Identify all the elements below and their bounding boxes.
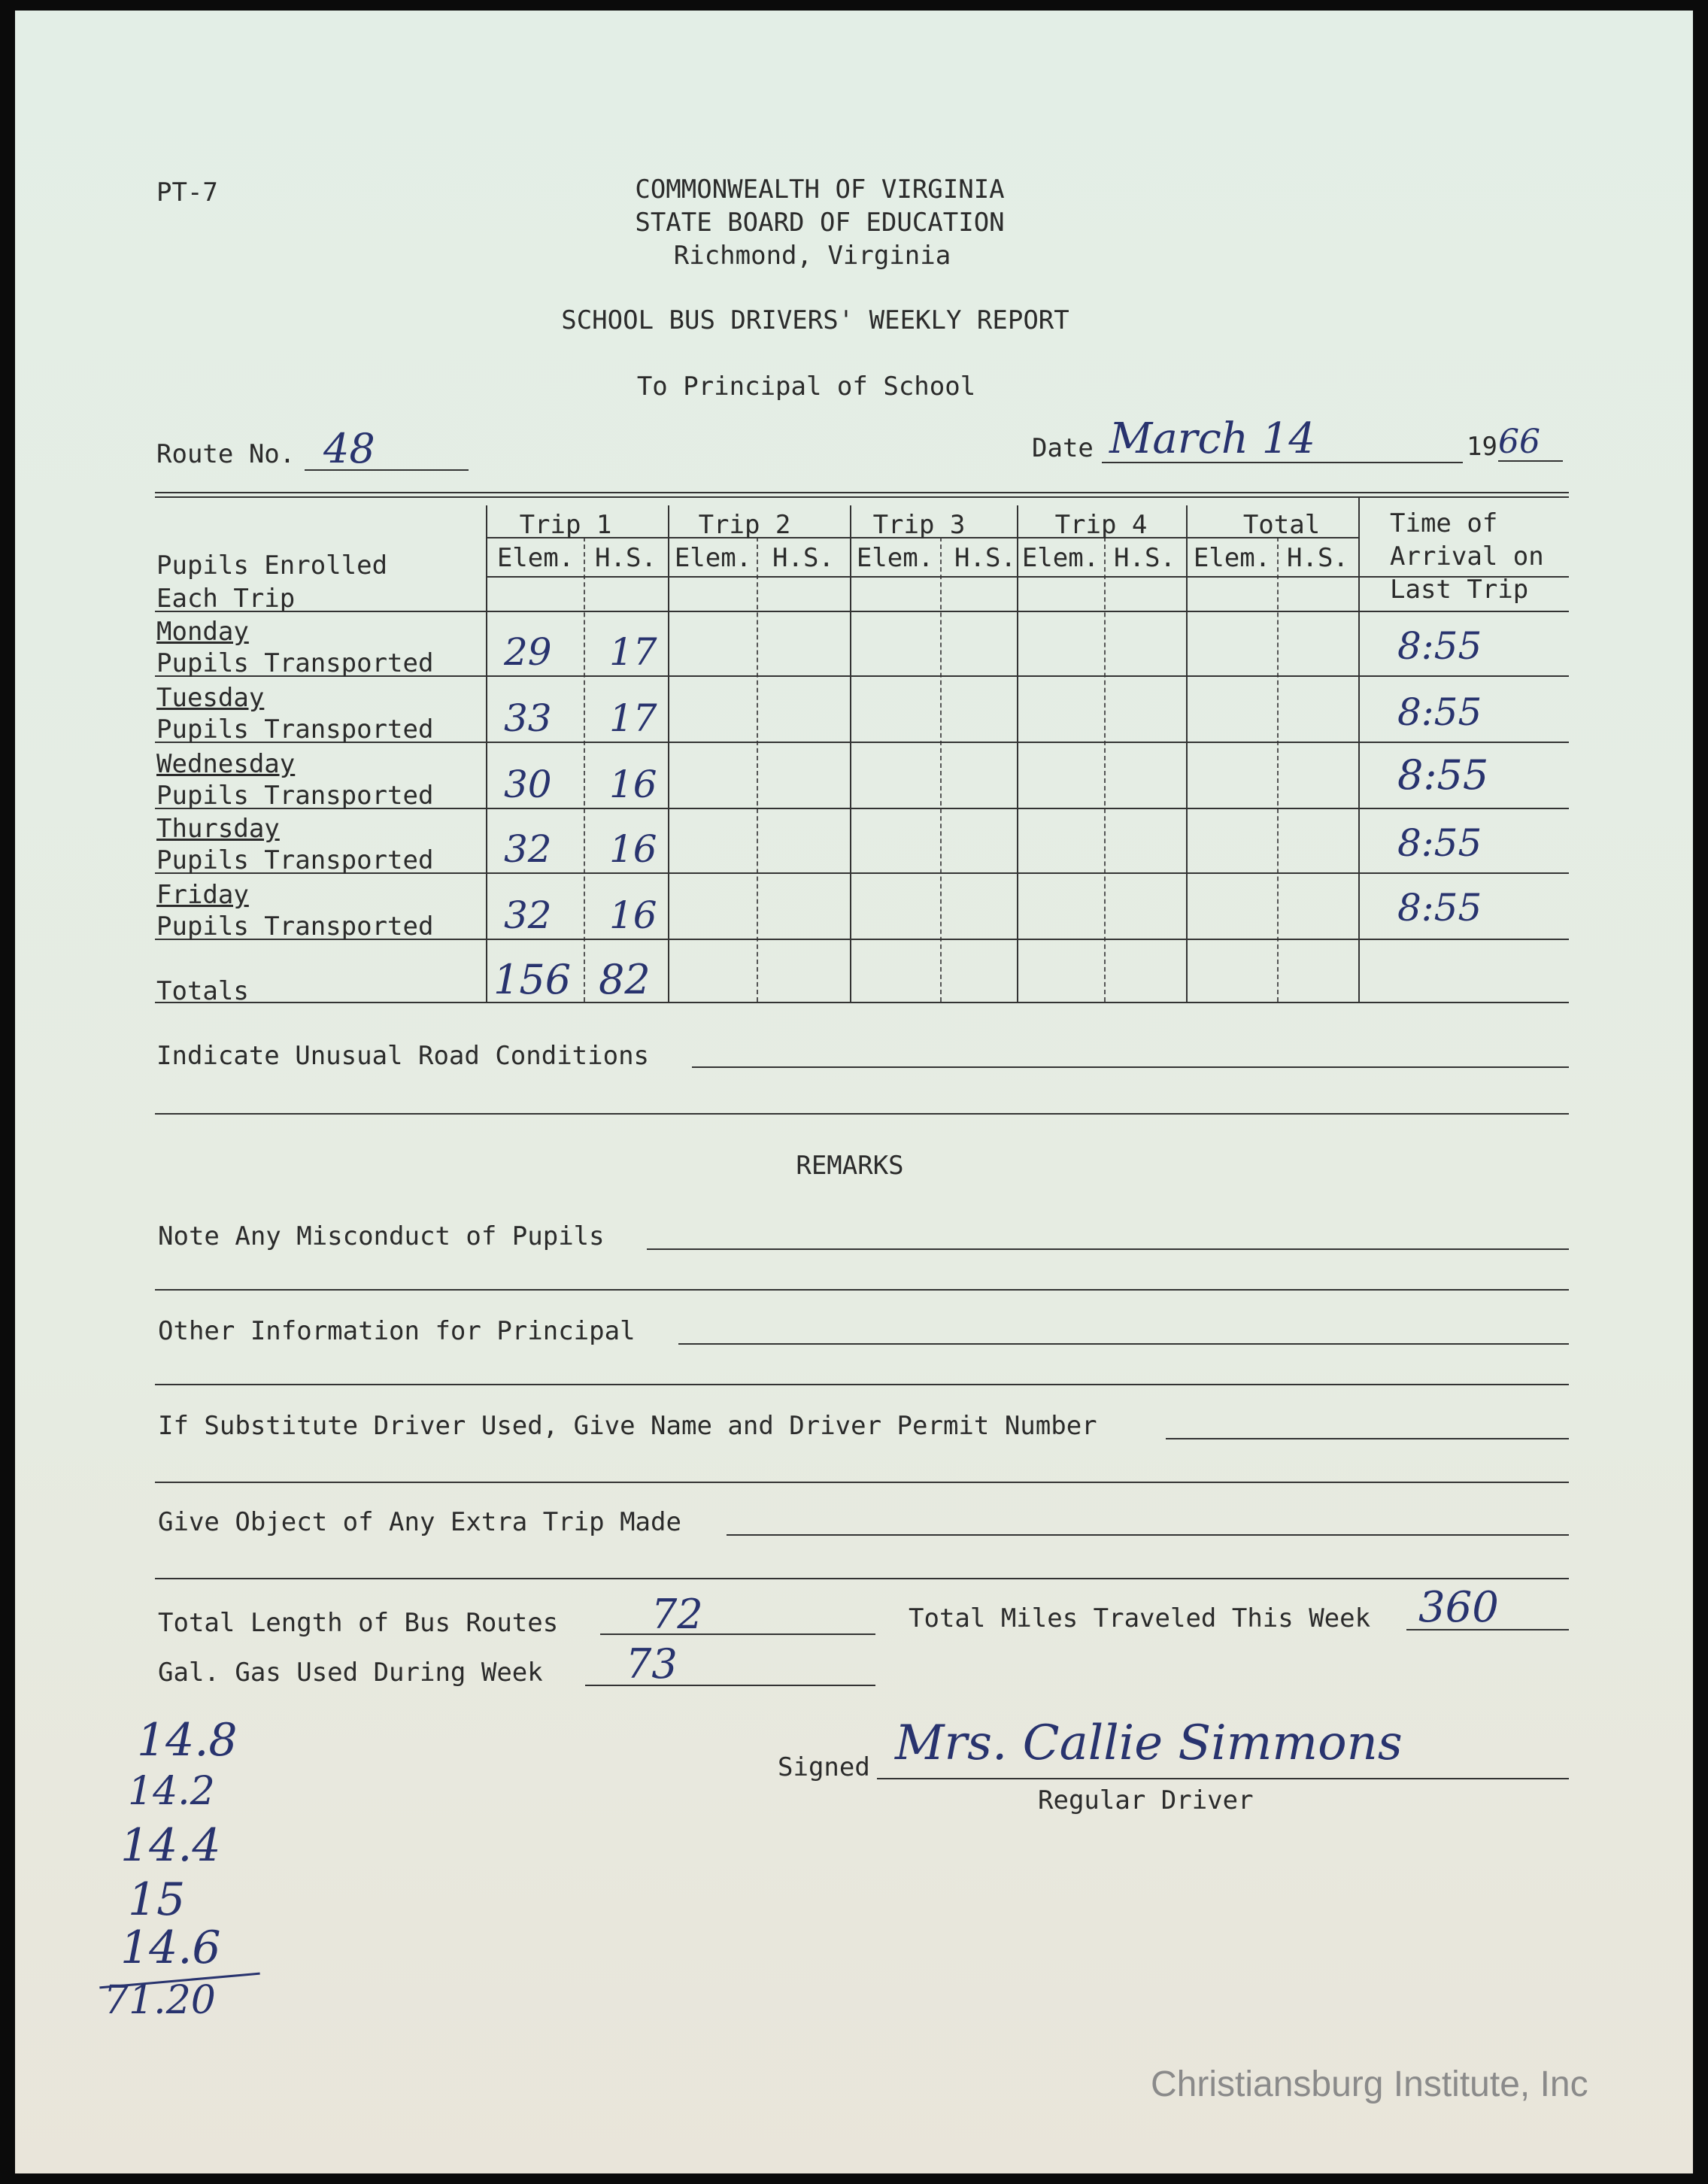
monday-elem: 29: [504, 630, 552, 674]
elem-subheader: Elem.: [674, 543, 752, 573]
trip3-header: Trip 3: [872, 510, 966, 540]
day-thursday: Thursday: [156, 814, 280, 844]
margin-note: 14.4: [120, 1819, 221, 1872]
hs-subheader: H.S.: [772, 543, 834, 573]
road-conditions-line-2: [155, 1113, 1569, 1115]
header-line1: COMMONWEALTH OF VIRGINIA: [635, 174, 1005, 205]
thursday-hs: 16: [609, 827, 657, 871]
col-divider: [850, 505, 851, 1002]
totals-elem: 156: [493, 956, 572, 1003]
extra-trip-label: Give Object of Any Extra Trip Made: [158, 1507, 681, 1537]
thursday-elem: 32: [504, 827, 552, 871]
watermark: Christiansburg Institute, Inc: [1151, 2064, 1588, 2104]
trip1-header: Trip 1: [519, 510, 612, 540]
row-label: Pupils Transported: [156, 912, 434, 942]
other-info-label: Other Information for Principal: [158, 1316, 636, 1346]
misconduct-label: Note Any Misconduct of Pupils: [158, 1221, 605, 1251]
margin-note: 14.8: [137, 1714, 238, 1767]
header-line3: Richmond, Virginia: [673, 241, 951, 271]
year-suffix: 66: [1498, 423, 1540, 461]
day-monday: Monday: [156, 617, 249, 647]
extra-trip-line-2: [155, 1578, 1569, 1579]
signature-line: [877, 1778, 1569, 1779]
elem-subheader: Elem.: [1193, 543, 1271, 573]
col-divider: [486, 505, 487, 1002]
table-top-rule-2: [155, 496, 1569, 498]
gas-value: 73: [626, 1640, 678, 1688]
friday-time: 8:55: [1397, 886, 1482, 930]
monday-hs: 17: [609, 630, 657, 674]
day-wednesday: Wednesday: [156, 749, 296, 779]
route-label: Route No.: [156, 439, 296, 469]
table-bottom-rule: [155, 1002, 1569, 1003]
trip4-header: Trip 4: [1054, 510, 1148, 540]
route-length-value: 72: [651, 1591, 703, 1638]
year-prefix: 19: [1467, 432, 1497, 462]
date-value: March 14: [1109, 414, 1315, 463]
enrolled-label: Pupils Enrolled: [156, 551, 388, 581]
row-rule: [155, 611, 1569, 612]
sub-col-divider: [940, 537, 942, 1002]
header-line2: STATE BOARD OF EDUCATION: [635, 208, 1005, 238]
signature: Mrs. Callie Simmons: [895, 1715, 1403, 1771]
row-label: Pupils Transported: [156, 781, 434, 811]
sub-col-divider: [1104, 537, 1106, 1002]
elem-subheader: Elem.: [1021, 543, 1100, 573]
route-length-label: Total Length of Bus Routes: [158, 1608, 559, 1638]
table-top-rule: [155, 492, 1569, 493]
col-divider: [1017, 505, 1018, 1002]
hs-subheader: H.S.: [1114, 543, 1176, 573]
col-divider: [1186, 505, 1188, 1002]
route-value: 48: [323, 425, 375, 472]
substitute-line: [1166, 1438, 1569, 1439]
margin-note: 14.6: [120, 1922, 221, 1974]
signature-role: Regular Driver: [1038, 1785, 1254, 1815]
hs-subheader: H.S.: [954, 543, 1016, 573]
other-info-line: [678, 1343, 1569, 1345]
sub-col-divider: [584, 537, 585, 1002]
totals-label: Totals: [156, 976, 249, 1006]
miles-label: Total Miles Traveled This Week: [909, 1603, 1371, 1633]
row-label: Pupils Transported: [156, 648, 434, 678]
misconduct-line: [647, 1248, 1569, 1250]
tuesday-elem: 33: [504, 696, 552, 740]
arrival-header-2: Arrival on: [1390, 541, 1544, 572]
day-tuesday: Tuesday: [156, 683, 265, 713]
substitute-line-2: [155, 1482, 1569, 1483]
hs-subheader: H.S.: [1287, 543, 1349, 573]
sub-col-divider: [1277, 537, 1279, 1002]
totals-hs: 82: [599, 956, 651, 1003]
report-title: SCHOOL BUS DRIVERS' WEEKLY REPORT: [561, 305, 1069, 335]
arrival-header-1: Time of: [1390, 508, 1498, 538]
form-code: PT-7: [156, 177, 218, 208]
tuesday-hs: 17: [609, 696, 657, 740]
form-page: [15, 11, 1693, 2173]
date-label: Date: [1032, 433, 1094, 463]
col-divider: [1358, 498, 1360, 1002]
each-trip-label: Each Trip: [156, 584, 296, 614]
road-conditions-label: Indicate Unusual Road Conditions: [156, 1041, 650, 1071]
col-divider: [668, 505, 669, 1002]
hs-subheader: H.S.: [595, 543, 657, 573]
gas-label: Gal. Gas Used During Week: [158, 1658, 543, 1688]
row-label: Pupils Transported: [156, 714, 434, 745]
remarks-heading: REMARKS: [796, 1151, 904, 1181]
wednesday-elem: 30: [504, 763, 552, 806]
extra-trip-line: [727, 1534, 1569, 1536]
thursday-time: 8:55: [1397, 821, 1482, 865]
other-info-line-2: [155, 1384, 1569, 1385]
route-length-line: [600, 1633, 875, 1635]
report-subtitle: To Principal of School: [636, 372, 976, 402]
margin-sum: 71.20: [104, 1978, 216, 2023]
wednesday-hs: 16: [609, 763, 657, 806]
total-header: Total: [1242, 510, 1321, 540]
monday-time: 8:55: [1397, 624, 1482, 668]
misconduct-line-2: [155, 1289, 1569, 1291]
friday-hs: 16: [609, 893, 657, 937]
miles-value: 360: [1418, 1583, 1499, 1632]
row-label: Pupils Transported: [156, 845, 434, 875]
substitute-label: If Substitute Driver Used, Give Name and Driver Permit Number: [158, 1411, 1097, 1441]
day-friday: Friday: [156, 880, 249, 910]
trip2-header: Trip 2: [698, 510, 791, 540]
year-underline: [1498, 460, 1563, 462]
elem-subheader: Elem.: [856, 543, 934, 573]
arrival-header-3: Last Trip: [1390, 575, 1529, 605]
signed-label: Signed: [778, 1752, 870, 1782]
margin-note: 14.2: [128, 1769, 215, 1814]
elem-subheader: Elem.: [496, 543, 575, 573]
sub-col-divider: [757, 537, 758, 1002]
wednesday-time: 8:55: [1397, 751, 1489, 799]
margin-note: 15: [128, 1873, 186, 1926]
tuesday-time: 8:55: [1397, 690, 1482, 734]
friday-elem: 32: [504, 893, 552, 937]
road-conditions-line: [692, 1066, 1569, 1068]
